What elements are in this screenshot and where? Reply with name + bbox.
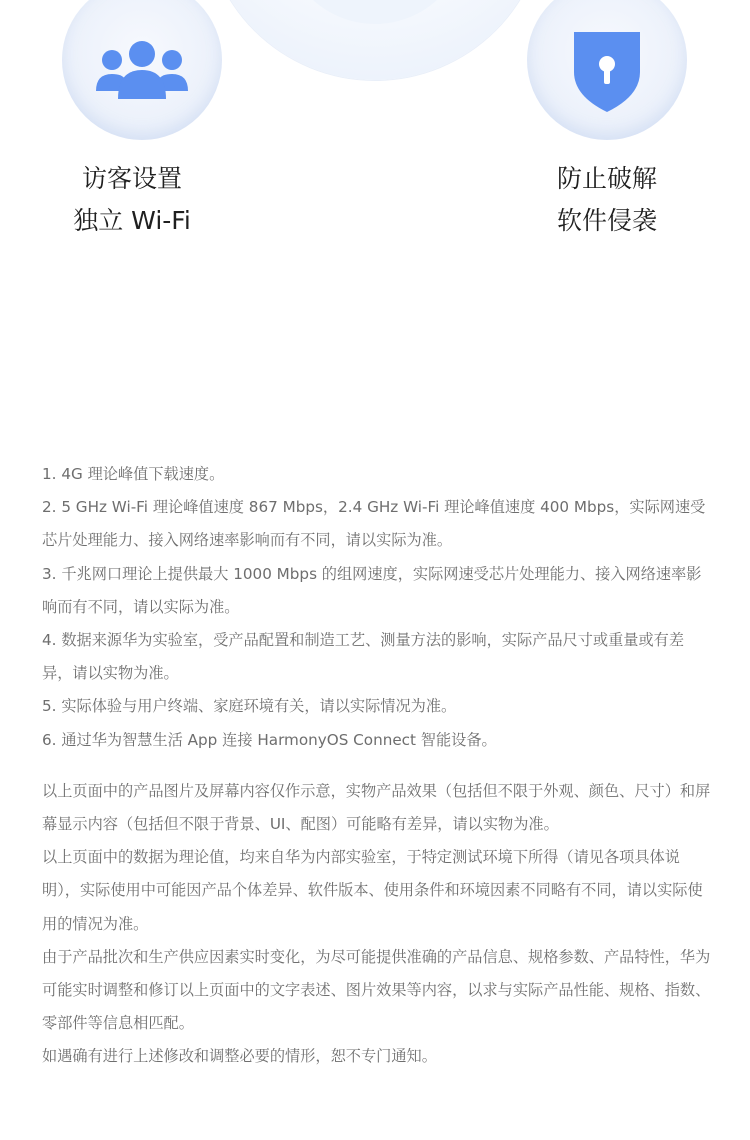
footnote-item: 2. 5 GHz Wi-Fi 理论峰值速度 867 Mbps，2.4 GHz Wi-Fi 理论峰值速度 400 Mbps，实际网速受芯片处理能力、接入网络速率影响而有不同，请以实际为准。 <box>42 498 706 550</box>
disclaimer-item: 以上页面中的数据为理论值，均来自华为内部实验室，于特定测试环境下所得（请见各项具体说明），实际使用中可能因产品个体差异、软件版本、使用条件和环境因素不同略有不同，请以实际使用的情况为准。 <box>42 848 703 933</box>
footnote-item: 6. 通过华为智慧生活 App 连接 HarmonyOS Connect 智能设备。 <box>42 730 497 749</box>
feature-icon-circle <box>62 0 222 140</box>
footnote-item: 1. 4G 理论峰值下载速度。 <box>42 465 225 483</box>
footnote-item: 5. 实际体验与用户终端、家庭环境有关，请以实际情况为准。 <box>42 697 457 716</box>
footnotes <box>42 458 714 1074</box>
feature-guest-wifi <box>62 0 222 242</box>
users-icon <box>94 39 190 101</box>
disclaimer-item: 如遇确有进行上述修改和调整必要的情形，恕不专门通知。 <box>42 1047 437 1066</box>
feature-title: 访客设置 <box>81 164 182 193</box>
footnote-item: 4. 数据来源华为实验室，受产品配置和制造工艺、测量方法的影响，实际产品尺寸或重量或有差异，请以实物为准。 <box>42 631 685 683</box>
feature-title: 防止破解 <box>556 164 657 193</box>
section-spacer <box>42 757 714 775</box>
footnote-item: 3. 千兆网口理论上提供最大 1000 Mbps 的组网速度，实际网速受芯片处理能力、接入网络速率影响而有不同，请以实际为准。 <box>42 564 702 616</box>
feature-subtitle: 独立 Wi-Fi <box>73 206 191 235</box>
shield-lock-icon <box>570 26 644 114</box>
feature-anti-crack <box>527 0 687 242</box>
feature-subtitle: 软件侵袭 <box>556 206 657 235</box>
feature-icon-circle <box>527 0 687 140</box>
disclaimer-item: 以上页面中的产品图片及屏幕内容仅作示意，实物产品效果（包括但不限于外观、颜色、尺寸）和屏幕显示内容（包括但不限于背景、UI、配图）可能略有差异，请以实物为准。 <box>42 781 711 834</box>
disclaimer-item: 由于产品批次和生产供应因素实时变化，为尽可能提供准确的产品信息、规格参数、产品特性，华为可能实时调整和修订以上页面中的文字表述、图片效果等内容，以求与实际产品性能、规格、指数、零部件等信息相匹配。 <box>42 947 711 1033</box>
feature-caption <box>557 158 657 242</box>
feature-caption <box>73 158 191 242</box>
